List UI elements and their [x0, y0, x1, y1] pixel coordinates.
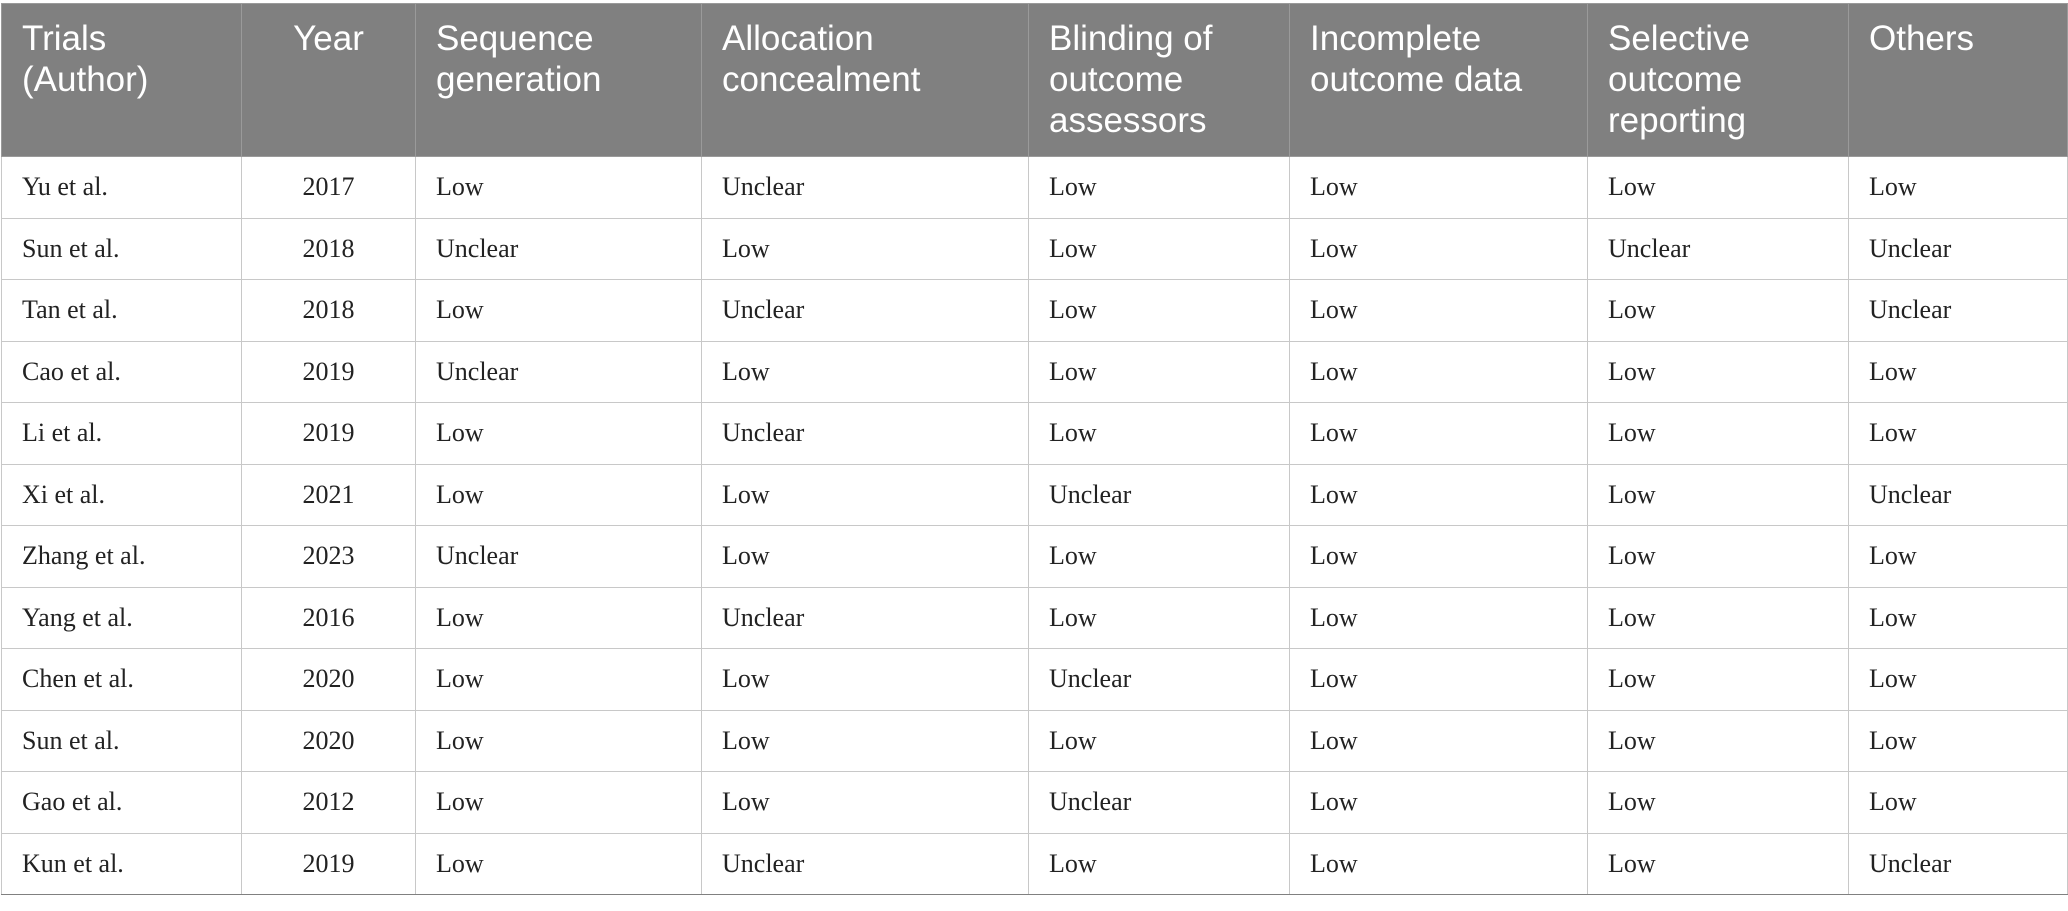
cell-blinding: Low — [1029, 526, 1290, 588]
cell-others: Unclear — [1849, 464, 2068, 526]
table-row — [2, 526, 2068, 588]
cell-others: Low — [1849, 587, 2068, 649]
cell-others: Low — [1849, 157, 2068, 219]
cell-allocation-concealment: Unclear — [702, 833, 1029, 895]
cell-selective-reporting: Low — [1588, 710, 1849, 772]
table-row — [2, 403, 2068, 465]
table-row — [2, 341, 2068, 403]
cell-sequence-generation: Unclear — [416, 218, 702, 280]
cell-others: Low — [1849, 710, 2068, 772]
cell-trials: Kun et al. — [2, 833, 242, 895]
cell-trials: Gao et al. — [2, 772, 242, 834]
cell-sequence-generation: Low — [416, 649, 702, 711]
cell-allocation-concealment: Unclear — [702, 280, 1029, 342]
cell-sequence-generation: Unclear — [416, 341, 702, 403]
cell-incomplete-data: Low — [1290, 526, 1588, 588]
table-row — [2, 649, 2068, 711]
cell-year: 2018 — [242, 280, 416, 342]
cell-incomplete-data: Low — [1290, 464, 1588, 526]
cell-year: 2016 — [242, 587, 416, 649]
cell-blinding: Low — [1029, 403, 1290, 465]
cell-incomplete-data: Low — [1290, 772, 1588, 834]
cell-others: Low — [1849, 526, 2068, 588]
cell-allocation-concealment: Low — [702, 464, 1029, 526]
cell-incomplete-data: Low — [1290, 710, 1588, 772]
cell-allocation-concealment: Low — [702, 649, 1029, 711]
cell-incomplete-data: Low — [1290, 587, 1588, 649]
cell-selective-reporting: Low — [1588, 587, 1849, 649]
cell-incomplete-data: Low — [1290, 218, 1588, 280]
table-row — [2, 218, 2068, 280]
cell-blinding: Unclear — [1029, 464, 1290, 526]
cell-year: 2020 — [242, 710, 416, 772]
cell-allocation-concealment: Unclear — [702, 587, 1029, 649]
cell-selective-reporting: Low — [1588, 772, 1849, 834]
cell-year: 2012 — [242, 772, 416, 834]
cell-others: Unclear — [1849, 218, 2068, 280]
cell-year: 2019 — [242, 833, 416, 895]
cell-blinding: Low — [1029, 218, 1290, 280]
cell-selective-reporting: Low — [1588, 403, 1849, 465]
table-header — [2, 4, 2068, 157]
cell-selective-reporting: Low — [1588, 833, 1849, 895]
cell-year: 2018 — [242, 218, 416, 280]
table-row — [2, 833, 2068, 895]
table-row — [2, 157, 2068, 219]
cell-others: Low — [1849, 772, 2068, 834]
cell-selective-reporting: Low — [1588, 341, 1849, 403]
cell-year: 2023 — [242, 526, 416, 588]
cell-selective-reporting: Low — [1588, 649, 1849, 711]
header-row — [2, 4, 2068, 157]
cell-selective-reporting: Low — [1588, 157, 1849, 219]
cell-year: 2021 — [242, 464, 416, 526]
column-header-incomplete-data: Incomplete outcome data — [1290, 4, 1588, 157]
column-header-trials: Trials (Author) — [2, 4, 242, 157]
cell-blinding: Low — [1029, 587, 1290, 649]
table-row — [2, 710, 2068, 772]
table-row — [2, 280, 2068, 342]
cell-allocation-concealment: Low — [702, 772, 1029, 834]
cell-incomplete-data: Low — [1290, 403, 1588, 465]
cell-year: 2017 — [242, 157, 416, 219]
cell-trials: Sun et al. — [2, 218, 242, 280]
cell-allocation-concealment: Low — [702, 710, 1029, 772]
table-row — [2, 772, 2068, 834]
cell-incomplete-data: Low — [1290, 280, 1588, 342]
column-header-year: Year — [242, 4, 416, 157]
cell-sequence-generation: Low — [416, 833, 702, 895]
cell-others: Low — [1849, 341, 2068, 403]
column-header-blinding: Blinding of outcome assessors — [1029, 4, 1290, 157]
cell-allocation-concealment: Low — [702, 218, 1029, 280]
risk-of-bias-table — [1, 3, 2068, 895]
cell-trials: Cao et al. — [2, 341, 242, 403]
column-header-sequence-generation: Sequence generation — [416, 4, 702, 157]
cell-others: Unclear — [1849, 833, 2068, 895]
cell-blinding: Low — [1029, 710, 1290, 772]
cell-selective-reporting: Low — [1588, 526, 1849, 588]
cell-trials: Chen et al. — [2, 649, 242, 711]
cell-year: 2020 — [242, 649, 416, 711]
cell-blinding: Low — [1029, 280, 1290, 342]
cell-trials: Tan et al. — [2, 280, 242, 342]
cell-blinding: Low — [1029, 341, 1290, 403]
cell-blinding: Unclear — [1029, 649, 1290, 711]
cell-incomplete-data: Low — [1290, 833, 1588, 895]
cell-sequence-generation: Low — [416, 403, 702, 465]
cell-sequence-generation: Low — [416, 280, 702, 342]
cell-trials: Zhang et al. — [2, 526, 242, 588]
cell-sequence-generation: Low — [416, 464, 702, 526]
cell-selective-reporting: Unclear — [1588, 218, 1849, 280]
table-body — [2, 157, 2068, 895]
cell-blinding: Low — [1029, 157, 1290, 219]
column-header-others: Others — [1849, 4, 2068, 157]
cell-trials: Yu et al. — [2, 157, 242, 219]
cell-blinding: Low — [1029, 833, 1290, 895]
cell-trials: Xi et al. — [2, 464, 242, 526]
table-row — [2, 464, 2068, 526]
cell-year: 2019 — [242, 341, 416, 403]
cell-sequence-generation: Low — [416, 772, 702, 834]
cell-year: 2019 — [242, 403, 416, 465]
cell-allocation-concealment: Unclear — [702, 157, 1029, 219]
cell-incomplete-data: Low — [1290, 341, 1588, 403]
cell-trials: Yang et al. — [2, 587, 242, 649]
cell-selective-reporting: Low — [1588, 280, 1849, 342]
cell-trials: Sun et al. — [2, 710, 242, 772]
cell-incomplete-data: Low — [1290, 649, 1588, 711]
cell-trials: Li et al. — [2, 403, 242, 465]
column-header-allocation-concealment: Allocation concealment — [702, 4, 1029, 157]
table-row — [2, 587, 2068, 649]
cell-others: Low — [1849, 649, 2068, 711]
cell-sequence-generation: Low — [416, 157, 702, 219]
cell-others: Unclear — [1849, 280, 2068, 342]
cell-sequence-generation: Unclear — [416, 526, 702, 588]
cell-incomplete-data: Low — [1290, 157, 1588, 219]
cell-sequence-generation: Low — [416, 587, 702, 649]
cell-allocation-concealment: Unclear — [702, 403, 1029, 465]
cell-allocation-concealment: Low — [702, 526, 1029, 588]
column-header-selective-reporting: Selective outcome reporting — [1588, 4, 1849, 157]
cell-others: Low — [1849, 403, 2068, 465]
cell-selective-reporting: Low — [1588, 464, 1849, 526]
cell-sequence-generation: Low — [416, 710, 702, 772]
cell-allocation-concealment: Low — [702, 341, 1029, 403]
cell-blinding: Unclear — [1029, 772, 1290, 834]
